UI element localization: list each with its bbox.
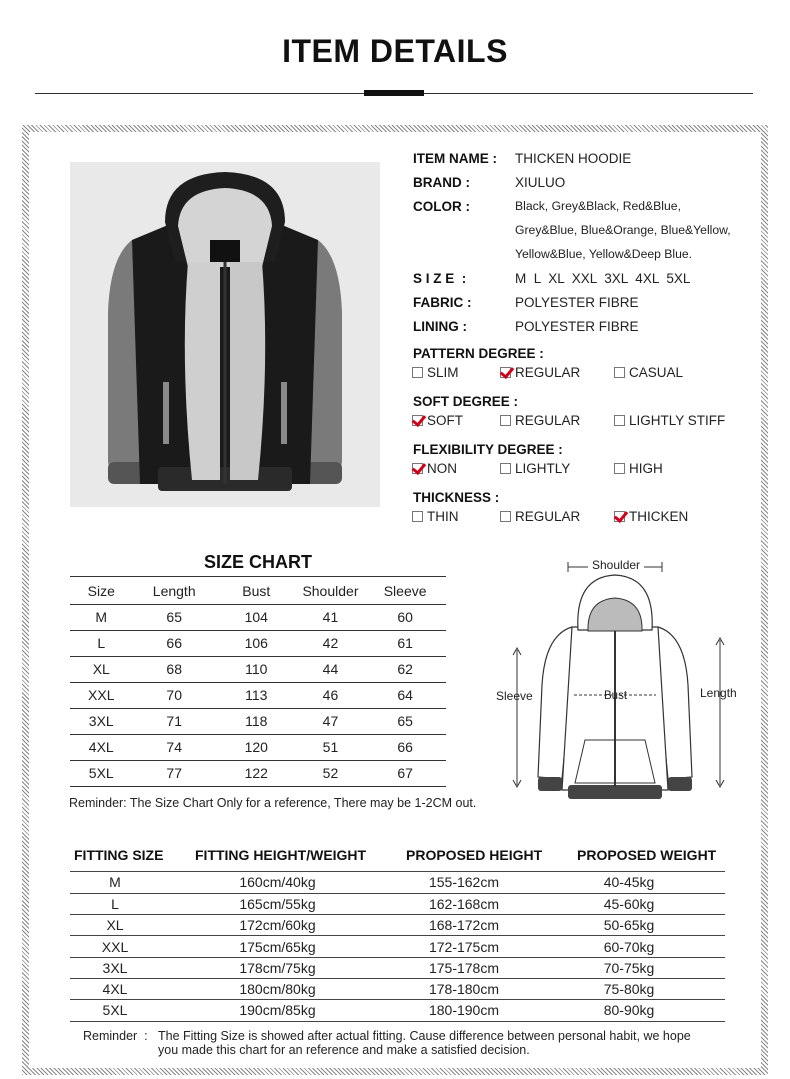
size-chart-top-rule bbox=[70, 576, 446, 577]
pattern-option-slim: SLIM bbox=[412, 365, 459, 380]
table-row: M 65 104 41 60 bbox=[70, 604, 446, 630]
size-chart-reminder: Reminder: The Size Chart Only for a reference, There may be 1-2CM out. bbox=[69, 796, 477, 810]
pattern-degree-title: PATTERN DEGREE : bbox=[413, 346, 544, 361]
pattern-option-casual: CASUAL bbox=[614, 365, 683, 380]
sleeve-label: Sleeve bbox=[496, 689, 533, 703]
flexibility-option-high: HIGH bbox=[614, 461, 663, 476]
color-line: Yellow&Blue, Yellow&Deep Blue. bbox=[515, 247, 693, 261]
table-row: L 66 106 42 61 bbox=[70, 630, 446, 656]
measurement-diagram bbox=[490, 555, 760, 805]
fitting-header-size: FITTING SIZE bbox=[74, 847, 164, 863]
table-row: 4XL 180cm/80kg 178-180cm 75-80kg bbox=[70, 978, 725, 999]
checkbox-icon bbox=[500, 463, 511, 474]
color-line: Black, Grey&Black, Red&Blue, bbox=[515, 199, 681, 213]
fitting-reminder-line: you made this chart for an reference and make a satisfied decision. bbox=[158, 1043, 530, 1057]
fitting-header-height-weight: FITTING HEIGHT/WEIGHT bbox=[195, 847, 367, 863]
soft-option-soft: SOFT bbox=[412, 413, 463, 428]
soft-degree-title: SOFT DEGREE : bbox=[413, 394, 519, 409]
column-header: Length bbox=[133, 578, 216, 604]
shoulder-label: Shoulder bbox=[592, 558, 641, 572]
fitting-reminder-label: Reminder : bbox=[83, 1029, 148, 1043]
table-row: XXL 175cm/65kg 172-175cm 60-70kg bbox=[70, 936, 725, 957]
checked-checkbox-icon bbox=[614, 511, 625, 522]
checkbox-icon bbox=[500, 415, 511, 426]
hoodie-image bbox=[70, 162, 380, 507]
lining-label: LINING : bbox=[413, 319, 467, 334]
checkbox-icon bbox=[614, 367, 625, 378]
size-label: S I Z E : bbox=[413, 271, 467, 286]
item-name-label: ITEM NAME : bbox=[413, 151, 497, 166]
size-chart-title: SIZE CHART bbox=[204, 552, 312, 572]
title-accent-bar bbox=[364, 90, 424, 96]
column-header: Bust bbox=[216, 578, 297, 604]
table-row: 3XL 71 118 47 65 bbox=[70, 708, 446, 734]
fabric-value: POLYESTER FIBRE bbox=[515, 295, 639, 310]
length-label: Length bbox=[700, 686, 737, 700]
fabric-label: FABRIC : bbox=[413, 295, 472, 310]
column-header: Size bbox=[70, 578, 133, 604]
checkbox-icon bbox=[614, 415, 625, 426]
table-row: XXL 70 113 46 64 bbox=[70, 682, 446, 708]
lining-value: POLYESTER FIBRE bbox=[515, 319, 639, 334]
brand-value: XIULUO bbox=[515, 175, 566, 190]
fitting-header-proposed-weight: PROPOSED WEIGHT bbox=[577, 847, 717, 863]
soft-option-regular: REGULAR bbox=[500, 413, 580, 428]
fitting-table bbox=[70, 872, 725, 1022]
hoodie-outline-diagram bbox=[490, 555, 760, 805]
flexibility-degree-title: FLEXIBILITY DEGREE : bbox=[413, 442, 563, 457]
soft-option-lightly-stiff: LIGHTLY STIFF bbox=[614, 413, 725, 428]
color-label: COLOR : bbox=[413, 199, 470, 214]
thickness-option-thicken: THICKEN bbox=[614, 509, 688, 524]
size-values: M L XL XXL 3XL 4XL 5XL bbox=[515, 271, 691, 286]
column-header: Sleeve bbox=[364, 578, 446, 604]
table-row: L 165cm/55kg 162-168cm 45-60kg bbox=[70, 893, 725, 914]
thickness-title: THICKNESS : bbox=[413, 490, 500, 505]
checkbox-icon bbox=[500, 511, 511, 522]
brand-label: BRAND : bbox=[413, 175, 470, 190]
fitting-reminder-line: The Fitting Size is showed after actual fitting. Cause difference between personal habit, we hope bbox=[158, 1029, 691, 1043]
table-row: XL 68 110 44 62 bbox=[70, 656, 446, 682]
table-row: XL 172cm/60kg 168-172cm 50-65kg bbox=[70, 915, 725, 936]
thickness-option-regular: REGULAR bbox=[500, 509, 580, 524]
flexibility-option-lightly: LIGHTLY bbox=[500, 461, 570, 476]
product-photo bbox=[70, 162, 380, 507]
color-line: Grey&Blue, Blue&Orange, Blue&Yellow, bbox=[515, 223, 731, 237]
fitting-header-proposed-height: PROPOSED HEIGHT bbox=[406, 847, 543, 863]
checkbox-icon bbox=[614, 463, 625, 474]
flexibility-option-non: NON bbox=[412, 461, 457, 476]
thickness-option-thin: THIN bbox=[412, 509, 459, 524]
bust-label: Bust bbox=[604, 690, 628, 702]
size-chart-header-row bbox=[70, 578, 446, 604]
column-header: Shoulder bbox=[297, 578, 365, 604]
table-row: M 160cm/40kg 155-162cm 40-45kg bbox=[70, 872, 725, 893]
checkbox-icon bbox=[412, 511, 423, 522]
checked-checkbox-icon bbox=[412, 415, 423, 426]
table-row: 5XL 77 122 52 67 bbox=[70, 760, 446, 786]
table-row: 3XL 178cm/75kg 175-178cm 70-75kg bbox=[70, 957, 725, 978]
item-name-value: THICKEN HOODIE bbox=[515, 151, 632, 166]
table-row: 4XL 74 120 51 66 bbox=[70, 734, 446, 760]
checkbox-icon bbox=[412, 367, 423, 378]
checked-checkbox-icon bbox=[412, 463, 423, 474]
table-row: 5XL 190cm/85kg 180-190cm 80-90kg bbox=[70, 1000, 725, 1021]
page-title: ITEM DETAILS bbox=[282, 33, 508, 69]
checked-checkbox-icon bbox=[500, 367, 511, 378]
size-chart-table bbox=[70, 578, 446, 787]
pattern-option-regular: REGULAR bbox=[500, 365, 580, 380]
